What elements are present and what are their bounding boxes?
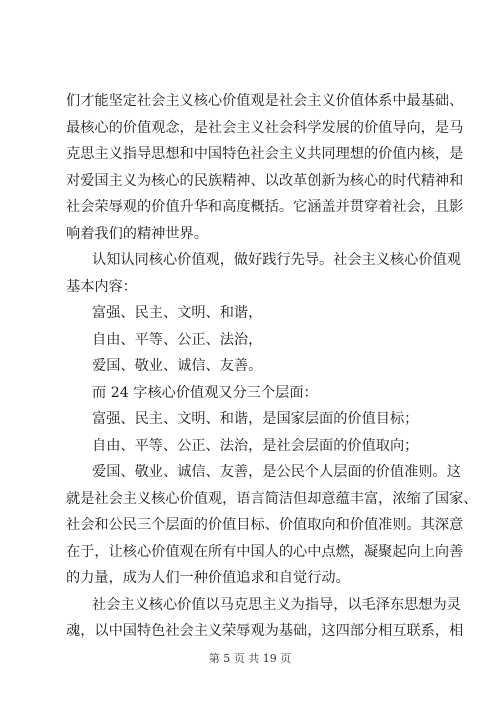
text-line-1: 们才能坚定社会主义核心价值观是社会主义价值体系中最基础、: [66, 93, 464, 109]
text-line-5: 社会荣辱观的价值升华和高度概括。它涵盖并贯穿着社会，且影: [66, 199, 464, 215]
text-line-8: 基本内容：: [66, 278, 137, 295]
text-line-20: 社会主义核心价值以马克思主义为指导，以毛泽东思想为灵: [92, 596, 461, 613]
text-line-7: 认知认同核心价值观，做好践行先导。社会主义核心价值观: [92, 252, 461, 268]
text-line-15: 爱国、敬业、诚信、友善，是公民个人层面的价值准则。这: [92, 464, 461, 480]
text-line-17: 社会和公民三个层面的价值目标、价值取向和价值准则。其深意: [66, 517, 464, 533]
text-line-4: 对爱国主义为核心的民族精神、以改革创新为核心的时代精神和: [66, 172, 464, 189]
document-body: [66, 88, 478, 645]
text-line-12: 而 24 字核心价值观又分三个层面：: [92, 384, 318, 401]
text-line-9: 富强、民主、文明、和谐，: [92, 305, 263, 321]
text-line-14: 自由、平等、公正、法治，是社会层面的价值取向；: [92, 437, 419, 454]
text-line-21: 魂，以中国特色社会主义荣辱观为基础，这四部分相互联系，相: [66, 623, 464, 639]
text-line-13: 富强、民主、文明、和谐，是国家层面的价值目标；: [92, 411, 419, 427]
page-number-footer: 第 5 页 共 19 页: [208, 652, 292, 665]
text-line-18: 在于，让核心价值观在所有中国人的心中点燃，凝聚起向上向善: [66, 543, 464, 560]
text-line-3: 克思主义指导思想和中国特色社会主义共同理想的价值内核，是: [66, 146, 464, 162]
text-line-10: 自由、平等、公正、法治，: [92, 331, 263, 348]
text-line-6: 响着我们的精神世界。: [66, 225, 208, 242]
text-line-19: 的力量，成为人们一种价值追求和自觉行动。: [66, 570, 350, 586]
text-line-16: 就是社会主义核心价值观，语言简洁但却意蕴丰富，浓缩了国家、: [66, 490, 478, 507]
text-line-2: 最核心的价值观念，是社会主义社会科学发展的价值导向，是马: [66, 119, 464, 136]
text-line-11: 爱国、敬业、诚信、友善。: [92, 358, 263, 374]
